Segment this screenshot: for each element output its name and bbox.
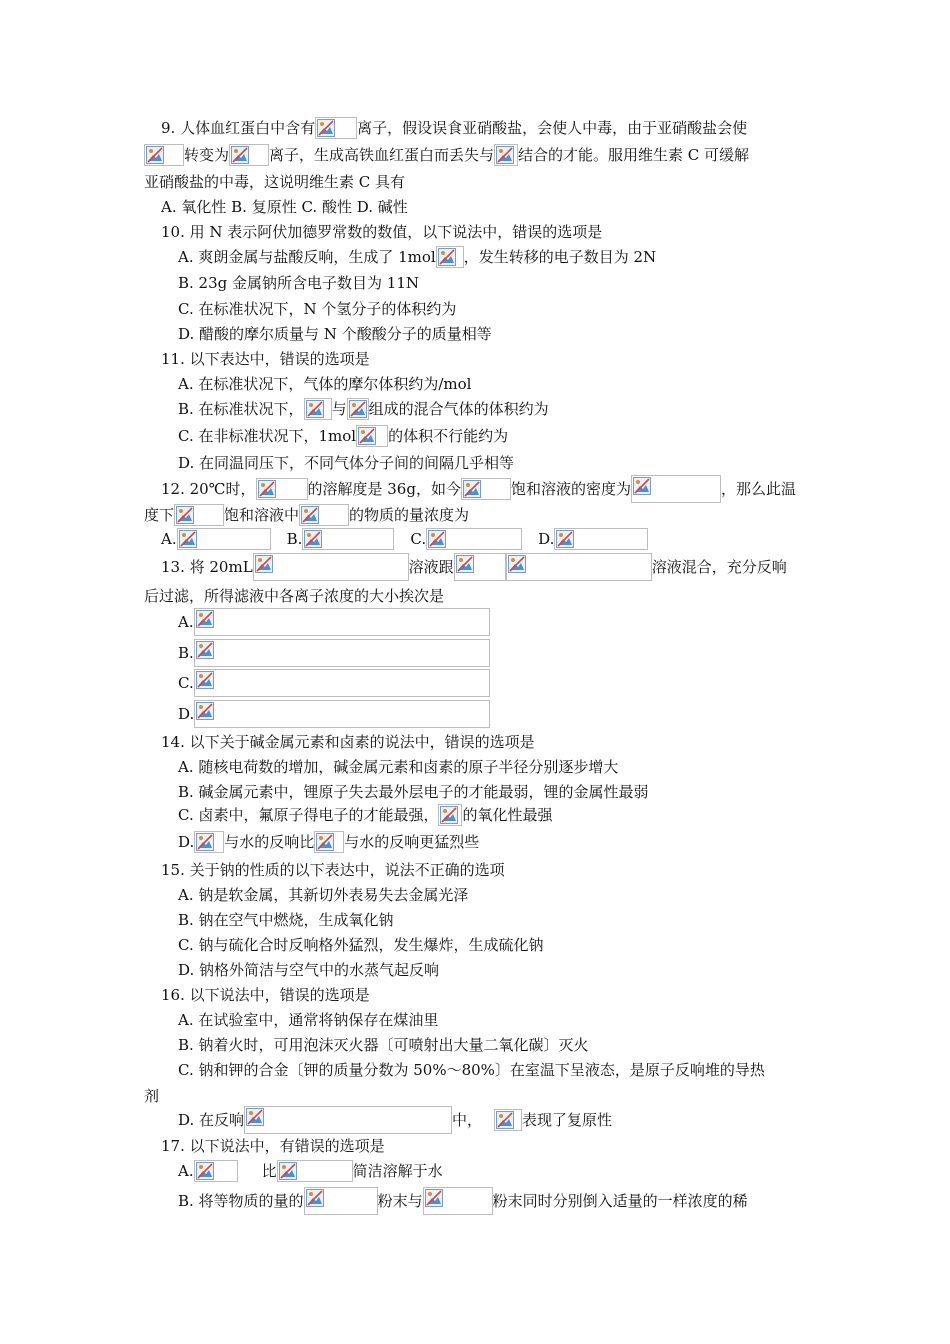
formula-image <box>426 528 522 550</box>
q14-stem: 14. 以下关于碱金属元素和卤素的说法中，错误的选项是 <box>161 733 535 751</box>
formula-image <box>494 144 518 166</box>
q13-option-label: C. <box>178 674 194 692</box>
formula-image <box>436 246 464 268</box>
formula-image <box>461 478 511 500</box>
q10-stem: 10. 用 N 表示阿伏加德罗常数的数值，以下说法中，错误的选项是 <box>161 223 603 241</box>
formula-image <box>229 144 269 166</box>
q13-text: 13. 将 20mL <box>161 558 253 576</box>
q14-option-d <box>178 830 479 855</box>
q13-option-b <box>178 639 490 667</box>
q13-option-label: D. <box>178 705 195 723</box>
formula-image <box>315 117 357 139</box>
q13-option-d <box>178 700 490 728</box>
formula-image <box>304 398 332 420</box>
q13-option-label: B. <box>178 644 194 662</box>
q16-option-a: A. 在试验室中，通常将钠保存在煤油里 <box>178 1011 439 1029</box>
formula-image <box>177 528 271 550</box>
formula-image <box>356 425 388 447</box>
q9-text: 9. 人体血红蛋白中含有 <box>161 119 316 137</box>
formula-image <box>174 504 224 526</box>
q16-stem: 16. 以下说法中，错误的选项是 <box>161 986 370 1004</box>
q12-option-label: A. <box>161 530 177 548</box>
formula-image <box>302 528 394 550</box>
q10-option-a <box>178 245 656 270</box>
formula-image <box>454 553 506 581</box>
q17-stem: 17. 以下说法中，有错误的选项是 <box>161 1137 385 1155</box>
formula-image <box>438 804 462 826</box>
q16-option-c: C. 钠和钾的合金〔钾的质量分数为 50%～80%〕在室温下呈液态，是原子反响堆的导热 <box>178 1061 765 1079</box>
q9-text: 离子，生成高铁血红蛋白而丢失与 <box>269 146 495 164</box>
q17-text: A. <box>178 1162 194 1180</box>
q15-option-b: B. 钠在空气中燃烧，生成氧化钠 <box>178 911 394 929</box>
q16-text: D. 在反响 <box>178 1111 245 1129</box>
q9-line-1 <box>161 116 747 141</box>
q15-option-c: C. 钠与硫化合时反响格外猛烈，发生爆炸，生成硫化钠 <box>178 936 544 954</box>
q11-text: 的体积不行能约为 <box>388 427 509 445</box>
q16-option-d <box>178 1106 612 1134</box>
q17-text: B. 将等物质的量的 <box>178 1192 304 1210</box>
formula-image <box>304 1187 378 1215</box>
q12-line-1 <box>161 475 796 503</box>
q13-line-1 <box>161 553 787 581</box>
q17-option-a <box>178 1159 443 1184</box>
formula-image <box>277 1160 353 1182</box>
q14-text: 与水的反响比 <box>224 833 315 851</box>
q14-option-b: B. 碱金属元素中，锂原子失去最外层电子的才能最弱，锂的金属性最弱 <box>178 783 649 801</box>
q9-text: 结合的才能。服用维生素 C 可缓解 <box>518 146 750 164</box>
q10-option-d: D. 醋酸的摩尔质量与 N 个酸酸分子的质量相等 <box>178 325 492 343</box>
q9-line-3: 亚硝酸盐的中毒，这说明维生素 C 具有 <box>144 173 406 191</box>
formula-image <box>253 553 409 581</box>
formula-image <box>494 1109 522 1131</box>
q9-text: 转变为 <box>184 146 230 164</box>
q14-text: D. <box>178 833 195 851</box>
q16-option-b: B. 钠着火时，可用泡沫灭火器〔可喷射出大量二氧化碳〕灭火 <box>178 1036 589 1054</box>
q16-option-c-cont: 剂 <box>144 1087 160 1105</box>
q12-option-label: B. <box>286 530 303 548</box>
q17-text: 比 <box>261 1162 277 1180</box>
q12-line-2 <box>144 503 469 528</box>
q11-text: 与 <box>331 400 347 418</box>
formula-image <box>194 700 490 728</box>
q13-option-label: A. <box>178 613 194 631</box>
q16-text: 中， <box>452 1111 483 1129</box>
q11-text: C. 在非标准状况下，1mol <box>178 427 357 445</box>
q17-text: 简洁溶解于水 <box>352 1162 443 1180</box>
q12-text: 的溶解度是 36g，如今 <box>307 480 461 498</box>
q10-text: A. 爽朗金属与盐酸反响，生成了 1mol <box>178 248 436 266</box>
q12-text: 饱和溶液的密度为 <box>510 480 631 498</box>
formula-image <box>256 478 308 500</box>
q11-text: 组成的混合气体的体积约为 <box>368 400 549 418</box>
q14-option-c <box>178 803 553 828</box>
q13-option-c <box>178 669 490 697</box>
q13-text: 溶液跟 <box>408 558 454 576</box>
q12-text: 度下 <box>144 506 175 524</box>
q15-stem: 15. 关于钠的性质的以下表达中，说法不正确的选项 <box>161 861 505 879</box>
formula-image <box>423 1187 493 1215</box>
q12-option-label: C. <box>410 530 427 548</box>
q11-text: B. 在标准状况下， <box>178 400 304 418</box>
q13-text: 溶液混合，充分反响 <box>651 558 787 576</box>
q13-line-2: 后过滤，所得滤液中各离子浓度的大小挨次是 <box>144 587 445 605</box>
q12-option-label: D. <box>538 530 555 548</box>
q12-text: 的物质的量浓度为 <box>349 506 470 524</box>
formula-image <box>194 831 224 853</box>
q11-option-a: A. 在标准状况下，气体的摩尔体积约为/mol <box>178 375 472 393</box>
q13-option-a <box>178 608 490 636</box>
formula-image <box>506 553 652 581</box>
formula-image <box>194 1160 238 1182</box>
q9-line-2 <box>144 143 749 168</box>
q9-options: A. 氧化性 B. 复原性 C. 酸性 D. 碱性 <box>161 198 408 216</box>
formula-image <box>347 398 369 420</box>
q14-text: 与水的反响更猛烈些 <box>344 833 480 851</box>
formula-image <box>554 528 648 550</box>
q11-stem: 11. 以下表达中，错误的选项是 <box>161 350 370 368</box>
q12-options <box>161 527 648 552</box>
q16-text: 表现了复原性 <box>522 1111 613 1129</box>
q12-text: 饱和溶液中 <box>224 506 300 524</box>
q14-text: 的氧化性最强 <box>462 806 553 824</box>
q14-text: C. 卤素中，氟原子得电子的才能最强， <box>178 806 439 824</box>
formula-image <box>194 639 490 667</box>
q14-option-a: A. 随核电荷数的增加，碱金属元素和卤素的原子半径分别逐步增大 <box>178 758 619 776</box>
formula-image <box>299 504 349 526</box>
q15-option-a: A. 钠是软金属，其新切外表易失去金属光泽 <box>178 886 469 904</box>
q9-text: 离子，假设误食亚硝酸盐，会使人中毒，由于亚硝酸盐会使 <box>357 119 748 137</box>
q17-text: 粉末同时分别倒入适量的一样浓度的稀 <box>492 1192 748 1210</box>
formula-image <box>244 1106 452 1134</box>
q12-text: ，那么此温 <box>720 480 796 498</box>
formula-image <box>144 144 184 166</box>
q12-text: 12. 20℃时， <box>161 480 256 498</box>
q11-option-b <box>178 397 549 422</box>
formula-image <box>314 831 344 853</box>
q10-option-c: C. 在标准状况下，N 个氢分子的体积约为 <box>178 300 457 318</box>
formula-image <box>194 608 490 636</box>
q11-option-c <box>178 424 508 449</box>
q10-text: ，发生转移的电子数目为 2N <box>463 248 657 266</box>
q11-option-d: D. 在同温同压下，不同气体分子间的间隔几乎相等 <box>178 454 515 472</box>
formula-image <box>631 475 721 503</box>
q17-option-b <box>178 1187 748 1215</box>
q17-text: 粉末与 <box>377 1192 423 1210</box>
q10-option-b: B. 23g 金属钠所含电子数目为 11N <box>178 274 419 292</box>
formula-image <box>194 669 490 697</box>
q15-option-d: D. 钠格外简洁与空气中的水蒸气起反响 <box>178 961 440 979</box>
